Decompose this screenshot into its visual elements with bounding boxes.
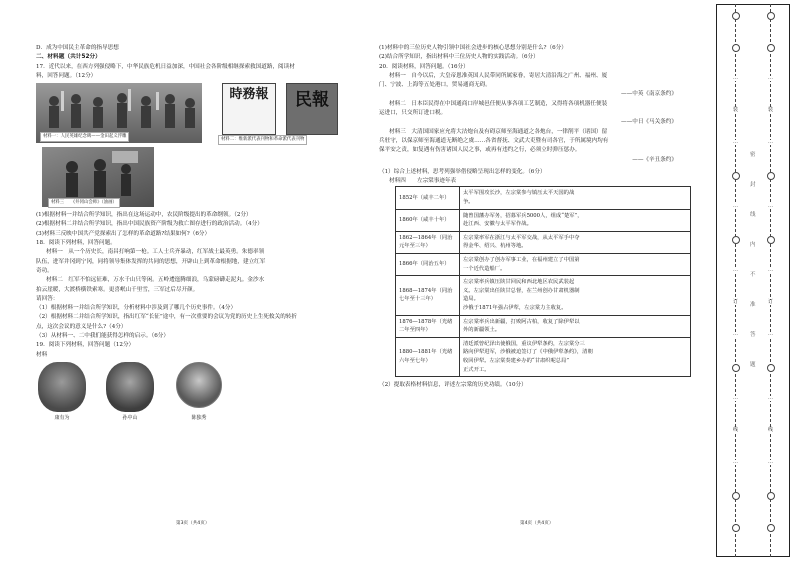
binding-circle-icon (767, 44, 775, 52)
binding-circle-icon (767, 12, 775, 20)
table-event-cell (460, 231, 691, 253)
table-row (396, 315, 691, 337)
binding-marker-char: … (768, 331, 773, 337)
q17-image-3-row (36, 147, 362, 211)
option-d: D．成为中国民主革命的指导思想 (36, 45, 119, 51)
binding-label-char: 线 (750, 212, 756, 218)
q18-ask: 请回答： (36, 295, 59, 302)
table-year-cell: 1880—1881年（光绪六年至七年） (396, 337, 460, 376)
q20-1: （1）综合上述材料，思考列强举借侵略呈现出怎样的变化。（6分） (379, 168, 546, 175)
binding-marker-char: 订 (733, 299, 739, 305)
table-event-line: 正式开工。 (463, 366, 490, 373)
table-event-line: 收回伊犁。左宗棠奏建乡办的“甘肃织呢总局” (463, 357, 570, 364)
table-year-cell: 1860年（咸丰十年） (396, 209, 460, 231)
zuo-zongtang-table (395, 186, 691, 377)
q18-material-1b: 队伍，进军井冈到宁冈，同将领导集体发挥的共同的思想，开辟山上到革命根据地，建立红军 (36, 258, 266, 265)
table-event-line: 一个近代造船厂。 (463, 265, 506, 272)
binding-marker-char: … (768, 395, 773, 401)
binding-marker-char: 线 (733, 427, 739, 433)
table-row (396, 209, 691, 231)
table-event-line: 义。左宗棠出任陕甘总督，在兰州创办甘肃机器制 (463, 287, 580, 294)
binding-marker-char: 装 (768, 107, 774, 113)
minbao-masthead: 民報 (286, 83, 338, 135)
img3-caption: 材料三 《井冈山会师》（油画） (48, 198, 120, 208)
binding-marker-char: … (768, 139, 773, 145)
portrait-caption: 康有为 (54, 414, 70, 421)
binding-circle-icon (767, 524, 775, 532)
q18-2a: （2）根据材料二并结合所学知识，指出红军“长征”途中，有一次重要的会议为党的历史上生死攸关的转折 (36, 314, 297, 321)
table-year-cell: 1868—1874年（同治七年至十三年） (396, 276, 460, 315)
portrait-caption: 孙中山 (122, 414, 138, 421)
binding-circle-icon (767, 364, 775, 372)
material-4-title: 材料四 左宗棠事迹年表 (389, 178, 457, 185)
binding-marker-char: … (733, 139, 738, 145)
q18-2b: 点，这次会议的意义是什么?（4分） (36, 323, 127, 330)
q19-material-label: 材料 (36, 351, 48, 358)
binding-circle-icon (732, 44, 740, 52)
table-event-line: 随曾国藩办军务，招募军兵5000人，组成“楚军”， (463, 212, 583, 219)
table-event-line: 清廷派曾纪泽出使俄国，重议伊犁条约，左宗棠分三 (463, 340, 585, 347)
table-event-cell (460, 315, 691, 337)
q18-1: （1）根据材料一并结合所学知识，分析材料中涉及到了哪几个历史事件。（4分） (36, 305, 237, 312)
q20-material-3c: 保平安之责，如复遇有伤害诸国人民之事，或再有违约之行，必须立时弹压惩办。 (379, 147, 581, 154)
table-event-cell (460, 254, 691, 276)
q18-material-1a: 材料一 从一个历史长，南昌打响第一枪。工人士兵齐暴动，红军战士最英勇。朱德率领 (46, 249, 265, 256)
table-event-line: 争。 (463, 199, 474, 206)
binding-marker-char: … (733, 459, 738, 465)
q17-3: (3)材料三反映中国共产党探索出了怎样的革命道路?结果如何?（6分） (36, 230, 211, 237)
table-event-cell (460, 276, 691, 315)
binding-marker-char: … (768, 459, 773, 465)
table-row (396, 187, 691, 209)
binding-marker-char: … (733, 267, 738, 273)
table-event-cell (460, 337, 691, 376)
table-year-cell: 1876—1878年（光绪二年至四年） (396, 315, 460, 337)
q17-2: (2)根据材料二并结合所学知识，指出中国民族资产阶级为救亡图存进行的政治活动。（4分） (36, 221, 263, 228)
binding-marker-char: 订 (768, 299, 774, 305)
binding-circle-icon (732, 364, 740, 372)
table-row (396, 276, 691, 315)
binding-marker-char: … (733, 395, 738, 401)
binding-marker-char: … (733, 331, 738, 337)
table-event-line: 造局。 (463, 296, 479, 303)
binding-marker-char: … (768, 267, 773, 273)
page-3-column (36, 44, 362, 426)
table-event-line: 赴江西、安徽与太平军作战。 (463, 221, 532, 228)
binding-circle-icon (732, 492, 740, 500)
q17-stem-2: 料，回答问题。（12分） (36, 72, 97, 79)
binding-label-char: 不 (750, 272, 756, 278)
table-event-line: 左宗棠率兵镇压陕甘回民和西北地区农民武装起 (463, 279, 575, 286)
q20-material-1a: 材料一 自今以后，大皇帝恩准英国人民带同所属家眷，寄居大清沿海之广州、福州、厦 (389, 72, 608, 79)
q17-stem-1: 17．近代以来，在西方列强侵略下，中华民族危机日益加深，中国社会各阶级相继探索救国道路，阅读材 (36, 63, 295, 70)
binding-dash-line (768, 4, 774, 557)
binding-circle-icon (732, 12, 740, 20)
img2-caption: 材料二：维新派代表刊物和革命派代表刊物 (218, 135, 307, 145)
q18-material-2b: 拍云崖暖，大渡桥横铁索寒。更喜岷山千里雪，三军过后尽开颜。 (36, 286, 199, 293)
newspaper-images (222, 83, 362, 143)
q20-material-3b: 兵驻守，以保京师至海通道无断绝之虞……各省督抚、文武大吏暨有司各官，于所属境内均有 (379, 137, 609, 144)
table-event-cell (460, 209, 691, 231)
table-event-line: 得金华、绍兴、杭州等地。 (463, 243, 527, 250)
q19-stem: 19．阅读下列材料，回答问题（12分） (36, 342, 135, 349)
q20-material-2a: 材料二 日本臣民得在中国通商口岸城邑任便从事各项工艺制造，又得将各项机器任便装 (389, 100, 608, 107)
table-event-line: 左宗棠率军在浙江与太平军交战，从太平军手中夺 (463, 234, 580, 241)
binding-circle-icon (767, 172, 775, 180)
q17-images-row (36, 83, 362, 147)
table-row (396, 254, 691, 276)
binding-label-char: 准 (750, 302, 756, 308)
q20-stem: 20．阅读材料，回答问题。（16分） (379, 63, 469, 70)
binding-marker-char: 装 (733, 107, 739, 113)
table-year-cell: 1852年（咸丰二年） (396, 187, 460, 209)
page-4-footer: 第4页（共4页） (520, 521, 554, 526)
table-event-line: 沙俄于1871年强占伊犁，左宗棠力主收复。 (463, 304, 567, 311)
portrait-caption: 陈独秀 (191, 414, 207, 421)
q20-material-2b: 运进口，只交所订进口税。 (379, 110, 447, 117)
page-4-column (379, 44, 705, 390)
q18-stem: 18．阅读下列材料，回答问题。 (36, 240, 116, 247)
q20-material-2-source: ——中日《马关条约》 (621, 119, 677, 126)
table-event-line: 太平军围攻长沙，左宗棠参与镇压太平天国的战 (463, 190, 575, 197)
binding-circle-icon (767, 492, 775, 500)
q20-material-1-source: ——中英《南京条约》 (621, 91, 677, 98)
binding-marker-char: … (733, 75, 738, 81)
shiwubao-masthead: 時務報 (222, 83, 276, 135)
table-event-line: 路向伊犁进军，沙俄被迫签订了《中俄伊犁条约》，清朝 (463, 349, 593, 356)
q20-material-3-source: ——《辛丑条约》 (632, 156, 677, 163)
binding-label-char: 答 (750, 332, 756, 338)
portrait-chen-duxiu (176, 362, 222, 408)
table-row (396, 231, 691, 253)
relief-image (36, 83, 202, 143)
q20-material-3a: 材料三 大清国国家应允将大沽炮台及有碍京师至海通道之各炮台，一律削平（诸国）留 (389, 128, 608, 135)
binding-circle-icon (767, 236, 775, 244)
table-event-cell (460, 187, 691, 209)
q19-2: (2)结合所学知识，指出材料中三位历史人物的实践活动。（6分） (379, 54, 539, 61)
binding-marker-char: … (768, 203, 773, 209)
binding-margin (716, 4, 790, 557)
binding-marker-char: … (768, 75, 773, 81)
table-year-cell: 1866年（同治五年） (396, 254, 460, 276)
q18-material-2a: 材料二 红军不怕远征难，万水千山只等闲。五岭逶迤腾细浪，乌蒙磅礴走泥丸。金沙水 (46, 277, 265, 284)
binding-label-char: 密 (750, 152, 756, 158)
portrait-sun-zhongshan (106, 362, 154, 412)
table-year-cell: 1862—1864年（同治元年至三年） (396, 231, 460, 253)
binding-label-char: 题 (750, 362, 756, 368)
binding-label-char: 封 (750, 182, 756, 188)
table-event-line: 外的新疆领土。 (463, 327, 501, 334)
q18-material-1c: 奇功。 (36, 267, 53, 274)
q20-2: （2）提取表格材料信息，评述左宗棠的历史功绩。（10分） (379, 382, 527, 389)
binding-circle-icon (732, 524, 740, 532)
binding-dash-line (733, 4, 739, 557)
binding-circle-icon (732, 172, 740, 180)
q18-3: （3）从材料一、二中我们能获得怎样的启示。（6分） (36, 333, 169, 340)
portrait-kang-youwei (38, 362, 86, 412)
q20-material-1b: 门、宁波、上海等五处港口，贸易通商无碍。 (379, 82, 491, 89)
table-event-line: 左宗棠创办了创办军事工业，在福州建立了中国第 (463, 257, 580, 264)
img1-caption: 材料一：人民英雄纪念碑——金田起义浮雕 (40, 132, 129, 142)
binding-label-char: 内 (750, 242, 756, 248)
binding-marker-char: 线 (768, 427, 774, 433)
binding-marker-char: … (733, 203, 738, 209)
table-event-line: 左宗棠率兵出新疆，打败阿古柏，收复了除伊犁以 (463, 318, 580, 325)
jinggangshan-painting (42, 147, 154, 207)
binding-circle-icon (732, 236, 740, 244)
table-row (396, 337, 691, 376)
q19-1: (1)材料中的三位历史人物引领中国社会进步的核心思想分别是什么?（6分） (379, 45, 567, 51)
page-3-footer: 第3页（共4页） (176, 521, 210, 526)
portraits-row (36, 362, 362, 426)
section-title: 二、材料题（共计52分） (36, 54, 101, 61)
q17-1: (1)根据材料一并结合所学知识，指出在这场运动中，农民阶级提出的革命纲领。（2分） (36, 212, 252, 219)
